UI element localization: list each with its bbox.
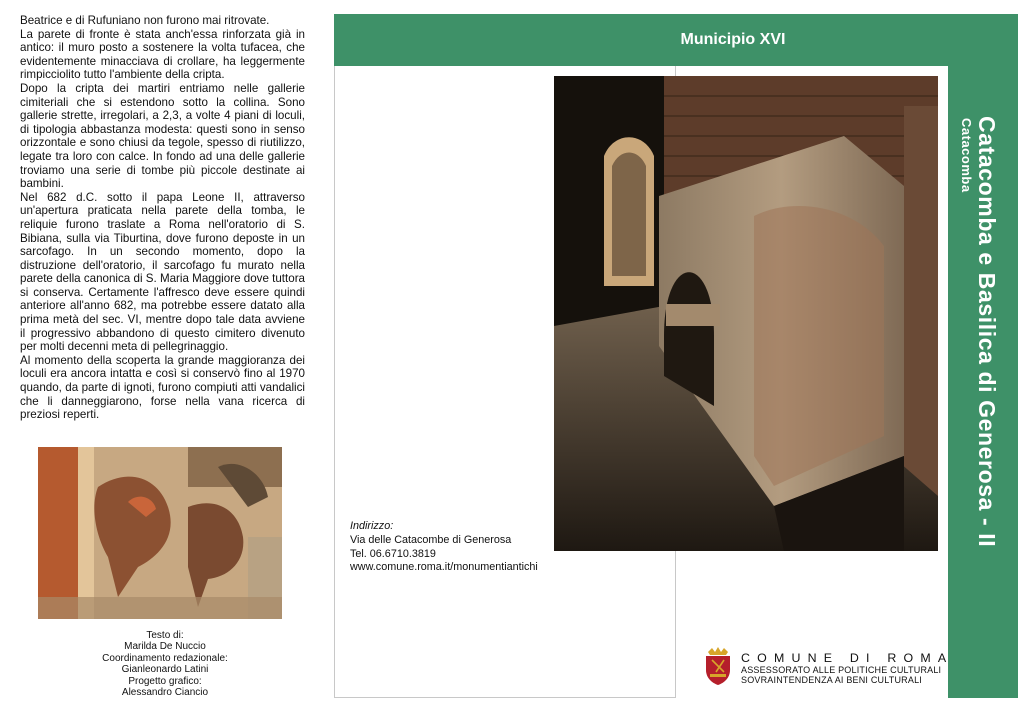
catacomb-illustration bbox=[554, 76, 938, 551]
paragraph: Al momento della scoperta la grande maggioranza dei loculi era ancora intatta e così si conservò fino al 1970 quando, da parte di ignoti, furono compiuti atti vandalici che li danneggiarono, forse nella vana ricerca di preziosi reperti. bbox=[20, 353, 305, 422]
credits-graphic-label: Progetto grafico: bbox=[128, 675, 202, 687]
rome-crest-icon bbox=[704, 646, 732, 686]
body-text bbox=[20, 14, 305, 422]
vertical-title-main: Catacomba e Basilica di Generosa - II bbox=[974, 116, 1000, 548]
address-website: www.comune.roma.it/monumentiantichi bbox=[350, 561, 538, 574]
catacomb-photo bbox=[554, 76, 938, 551]
comune-logo bbox=[704, 646, 954, 690]
credits-graphic-author: Alessandro Ciancio bbox=[121, 687, 209, 699]
credits bbox=[60, 630, 270, 698]
credits-text-label: Testo di: bbox=[146, 630, 184, 641]
header-title: Municipio XVI bbox=[680, 31, 786, 48]
address-street: Via delle Catacombe di Generosa bbox=[350, 533, 512, 546]
vertical-title bbox=[948, 66, 1018, 698]
comune-department: ASSESSORATO ALLE POLITICHE CULTURALI bbox=[741, 665, 942, 675]
fresco-illustration bbox=[38, 447, 282, 619]
paragraph: Beatrice e di Rufuniano non furono mai ritrovate. bbox=[20, 14, 270, 27]
address-block bbox=[350, 520, 570, 575]
credits-text-author: Marilda De Nuccio bbox=[124, 641, 206, 653]
paragraph: Dopo la cripta dei martiri entriamo nelle gallerie cimiteriali che si estendono sotto la collina. Sono gallerie strette, irregolari, a 2,3, a volte 4 piani di loculi, di tipologia abbastanza modesta: questi sono in senso orizzontale e sono chiusi da tegole, spesso di riutilizzo, legate tra loro con calce. In fondo ad una delle gallerie troviamo una serie di tombe più piccole destinate ai bambini. bbox=[20, 81, 305, 191]
paragraph: Nel 682 d.C. sotto il papa Leone II, attraverso un'apertura praticata nella parete della tomba, le reliquie furono traslate a Roma nell'oratorio di S. Bibiana, sulla via Tiburtina, dove furono deposte in un sarcofago. In un secondo momento, dopo la distruzione dell'oratorio, il sarcofago fu murato nella parete della canonica di S. Maria Maggiore dove tuttora si conserva. Certamente l'affresco deve essere quindi anteriore all'anno 682, ma potrebbe essere datato alla prima metà del sec. VI, mentre dopo tale data avviene il progressivo abbandono di questo cimitero divenuto per molti decenni meta di pellegrinaggio. bbox=[20, 190, 305, 354]
credits-coord-label: Coordinamento redazionale: bbox=[102, 652, 228, 664]
fresco-image bbox=[38, 447, 282, 619]
address-phone: Tel. 06.6710.3819 bbox=[350, 547, 436, 560]
body-text-column bbox=[20, 14, 305, 422]
credits-coord-author: Gianleonardo Latini bbox=[121, 664, 209, 676]
paragraph: La parete di fronte è stata anch'essa rinforzata già in antico: il muro posto a sostenere la volta tufacea, che evidentemente minacciava di crollare, ha leggermente rimpicciolito tutto l'ambiente della cripta. bbox=[20, 27, 305, 82]
comune-office: SOVRAINTENDENZA AI BENI CULTURALI bbox=[741, 675, 922, 685]
comune-name: COMUNE DI ROMA bbox=[741, 651, 954, 665]
vertical-title-sub: Catacomba bbox=[959, 118, 974, 193]
address-label: Indirizzo: bbox=[350, 520, 394, 532]
